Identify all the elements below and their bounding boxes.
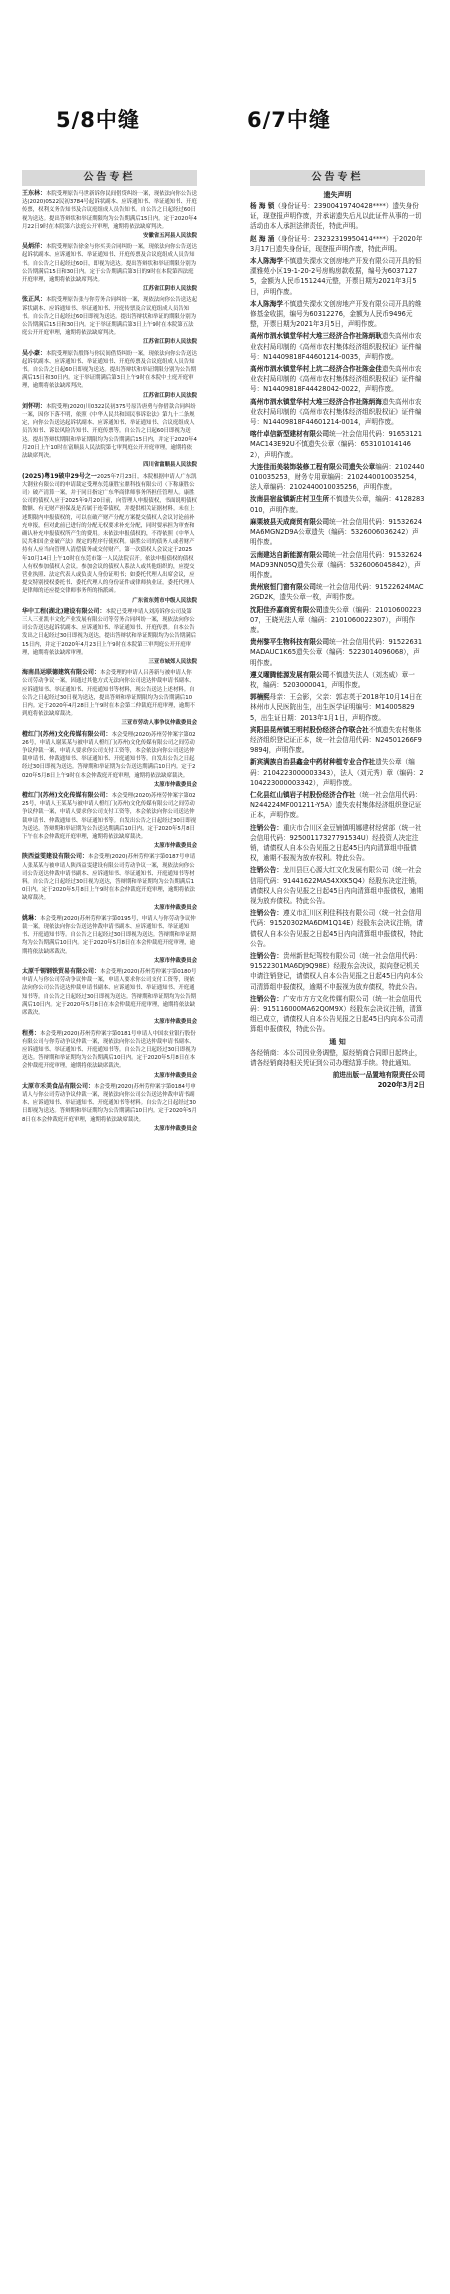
notice-text: 本院受理原告殷锋与你民间借贷纠纷一案，现依法向你公告送达起诉状副本、应诉通知书、举证通知书、开庭传票及合议庭组成人员告知书。自公告之日起60日即视为送达。提出答辩状和举证期限分别为公告期满后15日和30日内。定于举证期满后第3日上午9时在本院中土庭开庭审理，逾期将依法缺席判决。 (22, 350, 197, 390)
entry-name: 本人陈海学 (250, 257, 283, 266)
notice-text: 本会受理(2020)苏州劳仲案字第0180号申请人与你公司劳动争议仲裁一案，申请人要求你公司支付工资等，现依法向你公司公告送达仲裁申请书副本、应诉通知书、举证通知书、开庭通知书等。自公告之日起经过30日即视为送达。答辩期和举证期均为公告期满后10日内。定于2020年5月8日在本会仲裁庭开庭审理，逾期将依法缺席裁决。 (22, 969, 197, 1017)
notice-addressee: 吴炳洋： (22, 243, 47, 251)
notice-addressee: 姚琳： (22, 914, 41, 922)
notice-issuer: 三亚市劳动人事争议仲裁委员会 (121, 720, 197, 727)
notice-text: 本会受理(2020)苏州劳仲案字第0226号，申请人谢某某与被申请人橙红门(苏州)文化传媒有限公司之间劳动争议仲裁一案，申请人要求你公司支付工资等，本会依法向你公司送达仲裁申请书、仲裁通知书、举证通知书、开庭通知书等。自发出公告之日起经过30日即视为送达。答辩期和举证期为公告送达期满后10日内。定于2020年5月8日上午9时在本会仲裁庭开庭审理，逾期将依法缺席裁决。 (22, 731, 196, 779)
right-notice-column (250, 170, 425, 2230)
court-notice (22, 403, 197, 470)
lost-notice-entry (250, 994, 425, 1035)
lost-notice-entry (250, 865, 425, 906)
notice-addressee: 太原市禾美食品有限公司： (22, 1082, 95, 1090)
notice-issuer: 四川省富顺县人民法院 (143, 462, 197, 469)
entry-text: 不慎遗失公章，编码：4128283010，声明作废。 (250, 495, 425, 514)
notice-addressee: 橙红门(苏州)文化传媒有限公司： (22, 730, 112, 738)
lost-notice-entry (250, 550, 425, 581)
lost-notice-entry (250, 823, 425, 864)
notice-issuer: 太原市仲裁委员会 (153, 957, 197, 964)
notice-text: 本会受理(2020)苏州劳仲案字第0225号，申请人王某某与被申请人橙红门(苏州)文化传媒有限公司之间劳动争议仲裁一案，申请人要求你公司支付工资等，本会依法向你公司送达仲裁申请书、仲裁通知书、举证通知书等。自发出公告之日起经过30日即视为送达。答辩期和举证期为公告送达期满后10日内。定于2020年5月8日下午在本会仲裁庭开庭审理，逾期将依法缺席裁决。 (22, 793, 196, 841)
entry-name: 高州市泗水镇堂华村大堆三经济合作社陈炳海 (250, 397, 382, 406)
entry-text: 遗失高州市农业农村局印制的《高州市农村集体经济组织股权证》证件编号：N14409818F44601214-0035，声明作废。 (250, 332, 422, 361)
left-column-header: 公告专栏 (22, 170, 197, 186)
notice-text: 本会受理(2020)苏州劳仲案字第0181号申请人中国农业银行股份有限公司与你劳动争议仲裁一案，现依法向你公告送达仲裁申请书副本、应诉通知书、举证通知书、开庭通知书等。自公告之日起经过30日即视为送达。答辩期和举证期均为公告期满后10日内。定于2020年5月8日在本会仲裁庭开庭审理，逾期将依法缺席裁决。 (22, 1030, 196, 1070)
lost-notice-entry (250, 637, 425, 668)
lost-notice-entry (250, 517, 425, 548)
entry-name: 宾阳县昆州镇王明村股份经济合作联合社 (250, 725, 369, 734)
notice-text: 本会受理(2020)苏州劳仲案字第0195号，申请人与你劳动争议仲裁一案，现依法向你公告送达仲裁申请书副本、应诉通知书、举证通知书、开庭通知书等。自公告之日起经过30日即视为送达。答辩期和举证期均为公告期满后10日内。定于2020年5月8日在本会仲裁庭开庭审理，逾期将依法缺席裁决。 (22, 915, 196, 955)
court-notice (22, 792, 197, 850)
notice-issuer: 安徽省五河县人民法院 (143, 233, 197, 240)
notice-text: 本院受理(2020)川0322民初375号原告唐勇与你借款合同纠纷一案，因你下落不明，依照《中华人民共和国民事诉讼法》第九十二条规定，向你公告送达起诉状副本、应诉通知书、举证通知书、合议庭组成人员告知书、诉讼风险告知书、开庭传票等。自公告之日起60日即视为送达。提出答辩状期限和举证期限均为公告期满后15日内，并定于2020年4月20日上午10时在富顺县人民法院第七审判庭公开开庭审理，逾期将依法缺席判决。 (22, 403, 197, 460)
notice-issuer: 太原市仲裁委员会 (153, 1019, 197, 1026)
notice-text: 本会受理(2020)苏州劳仲案字第0184号申请人与你公司劳动争议仲裁一案，现依法向你公司公告送达仲裁申请书副本、应诉通知书、举证通知书、开庭通知书等材料。自公告之日起经过30日即视为送达。答辩期和举证期均为公告期满后10日内。定于2020年5月8日在本会仲裁庭开庭审理，逾期将依法缺席裁决。 (22, 1083, 197, 1123)
entry-name: 遵义曜腾能源发展有限公司 (250, 670, 330, 679)
page-label-left: 5/8中缝 (56, 108, 140, 132)
lost-notice-entry (250, 331, 425, 362)
notice-date: 2020年3月2日 (377, 1081, 425, 1090)
entry-text: 不慎遗失溧水文创房地产开发有限公司开具的恒溧雅苑小区19-1-20-2号房购房款收据，编号为60371275，金额为人民币151244元整，开票日期为2021年3月5日，声明作废。 (250, 257, 422, 296)
entry-name: 注销公告： (250, 823, 283, 832)
court-notice (22, 1083, 197, 1133)
notice-text: 本会受理(2020)苏州劳仲案字第0187号申请人张某某与被申请人陕西益雯建设有限公司劳动争议一案，现依法向你公司公告送达仲裁申请书副本、应诉通知书、举证通知书、开庭通知书等材料。自公告之日起经过30日视为送达，答辩期和举证期均为公告期满后10日内。定于2020年5月8日上午9时在本会仲裁庭开庭审理，逾期将依法缺席裁决。 (22, 854, 196, 902)
entry-name: 本人陈海学 (250, 299, 283, 308)
entry-name: 赵 海 涌 (250, 234, 275, 243)
entry-text: 遗失公章（编码：2104223000003343），法人（刘元秀）章（编码：2104223000003342），声明作废。 (250, 758, 424, 787)
lost-notice-entry (250, 397, 425, 428)
court-notice (22, 853, 197, 911)
entry-name: 郭楠熙 (250, 693, 270, 702)
lost-notice-entry (250, 725, 425, 756)
entry-name: 汝南县宿盆镇新庄村卫生所 (250, 495, 330, 504)
lost-notice-entry (250, 582, 425, 602)
lost-notice-entry (250, 256, 425, 297)
right-notices (250, 201, 425, 1035)
entry-name: 大连佳而美装饰装修工程有限公司遗失公章 (250, 462, 376, 471)
court-notice (22, 1030, 197, 1080)
entry-name: 贵州宸恒门窗有限公司 (250, 583, 316, 592)
entry-text: 编码：2102440010035253，财务专用章编码：2102440010035254，法人章编码：2102440010035256，声明作废。 (250, 462, 425, 492)
notice-issuer: 江苏省江阴市人民法院 (143, 286, 197, 293)
notice-text: 本院受理原告张与你劳务合同纠纷一案，现依法向你公告送达起诉状副本、应诉通知书、举证通知书、开庭传票及合议庭组成人员告知书。自公告之日起经过60日即视为送达。提出答辩状和举证的期限分别为公告期满后15日和30日内。定于举证期满后第3日上午9时在本院第五法庭公开开庭审理，逾期将依法缺席判决。 (22, 297, 197, 337)
entry-text: 不慎遗失溧水文创房地产开发有限公司开具的维修基金收据，编号为60312276，金额为人民币9496元整，开票日期为2021年3月5日，声明作废。 (250, 299, 422, 329)
entry-name: 喀什卓信新型建材有限公司 (250, 430, 330, 439)
notice-addressee: 张正风： (22, 296, 47, 304)
entry-name: 注销公告： (250, 909, 283, 918)
entry-text: （身份证号：23232319950414****）于2020年3月17日遗失身份证，现登报声明作废，特此声明。 (250, 234, 423, 253)
entry-name: 麻栗坡县天成商贸有限公司 (250, 517, 330, 526)
court-notice (22, 296, 197, 346)
entry-text: 统一社会信用代码：91532624MAD93NN05Q遗失公章（编码：5326006045842），声明作废。 (250, 550, 423, 579)
notice-issuer: 太原市仲裁委员会 (153, 781, 197, 788)
notice-issuer: 太原市仲裁委员会 (153, 1072, 197, 1079)
court-notice (22, 731, 197, 789)
notice-addressee: 华中工程(湖北)建设有限公司： (22, 607, 106, 615)
entry-text: （统一社会信用代码：N244224MF001211-Y5A）遗失农村集体经济组织登记证正本，声明作废。 (250, 790, 422, 820)
entry-name: 沈阳佳乔嘉商贸有限公司 (250, 605, 323, 614)
lost-notice-entry (250, 670, 425, 690)
lost-notice-entry (250, 462, 425, 493)
entry-name: 杨 海 锁 (250, 202, 275, 210)
notice-text: 本院受理原告马世新诉你民间借贷纠纷一案，现依法向你公告送达(2020)0522民初3784号起诉状副本、应诉通知书、举证通知书、开庭传票，权利义务告知书及合议庭组成人员告知书。自公告之日起经过60日视为送达。提出答辩状和举证期限均为公告期满后15日内。定于2020年4月22日9时在本院第六法庭公开审理，逾期将依法缺席判决。 (22, 191, 197, 230)
notice-addressee: (2025)粤19破申29号之一 (22, 472, 97, 480)
entry-text: 统一社会信用代码：91532624MA6MGN2D9A公章遗失（编码：5326006036242）声明作废。 (250, 517, 423, 547)
court-notice (22, 915, 197, 965)
entry-text: 遗失高州市农业农村局印制的《高州市农村集体经济组织股权证》证件编号：N14409818F44428042-0022，声明作废。 (250, 365, 422, 394)
lost-notice-entry (250, 692, 425, 723)
court-notice (22, 243, 197, 293)
lost-notice-entry (250, 364, 425, 395)
lost-notice-entry (250, 790, 425, 821)
notice-issuer: 江苏省江阴市人民法院 (143, 339, 197, 346)
lost-notice-entry (250, 234, 425, 254)
entry-text: 贵州新世纪驾校有限公司（统一社会信用代码：91522301MA6DJ9Q98E）经股东会决议，拟向登记机关申请注销登记，请债权人自本公告见报之日起45日内向本公司清算组申报债权，逾期不申报视为放弃债权，特此公告。 (250, 952, 424, 991)
lost-notice-entry (250, 494, 425, 514)
notice-addressee: 刘怀明： (22, 402, 47, 410)
court-notice (22, 350, 197, 400)
notice-issuer: 太原市仲裁委员会 (153, 904, 197, 911)
notice-issuer: 太原市仲裁委员会 (153, 843, 197, 850)
entry-text: 统一社会信用代码：91653121MAC143E92U不慎遗失公章（编码：6531010141462），声明作废。 (250, 430, 423, 459)
court-notice (22, 669, 197, 727)
entry-text: 遗失高州市农业农村局印制的《高州市农村集体经济组织股权证》证件编号：N14409818F44601214-0014，声明作废。 (250, 397, 422, 427)
entry-name: 贵州黎平生物科技有限公司 (250, 638, 330, 647)
notice-text: 本院已受理申请人刘涛诉你公司及第三人三亚凯丰文化产业发展有限公司等劳务合同纠纷一案，现依法向你公司公告送达起诉状副本、应诉通知书、举证通知书、开庭传票。自本公告发出之日起经过30日即视为送达，提出答辩状和举证期限均为公告期满后15日内，并定于2020年4月23日上午9时在本院第三审判庭公开开庭审理，逾期将依法缺席审理。 (22, 608, 196, 656)
entry-text: 不慎遗失法人（刘杰威）章一枚，编码：5203000041，声明作废。 (250, 670, 415, 689)
lost-notice-entry (250, 757, 425, 788)
notice-text: 2025年7月23日，本院根据申请人广东凯大钢业有限公司的申请裁定受理东莞康胜宝鼎科技有限公司（下称康胜公司）破产清算一案，并于同日指定广东华商律师事务所担任管理人。康胜公司的债权人应于2025年9月20日前，向管理人申报债权，书面说明债权数额、有无财产担保及是否属于连带债权，并提供相关证据材料。未在上述期限内申报债权的，可以在破产财产分配方案提交债权人会议讨论前补充申报，但对此前已进行的分配无权要求补充分配，同时要承担为审查和确认补充申报债权所产生的费用。未依法申报债权的，不得依照《中华人民共和国企业破产法》规定的程序行使权利。康胜公司的债务人或者财产持有人应当向管理人清偿债务或交付财产。第一次债权人会议定于2025年10月14日上午10时在东莞市第一人民法院召开。依法申报债权的债权人有权参加债权人会议。参加会议的债权人系法人或其他组织的，应提交营业执照、法定代表人或负责人身份证明书；如委托代理人出席会议，应提交特别授权委托书、委托代理人的身份证件或律师执业证，委托代理人是律师的还应提交律师事务所的指派函。 (22, 473, 197, 595)
entry-name: 云南建达自新能源有限公司 (250, 550, 330, 559)
notice-body: 各经销商：本公司因业务调整，原经销商合同即日起终止，请各经销商持相关凭证到公司办理结算手续。特此通知。 (250, 1048, 422, 1067)
entry-name: 注销公告： (250, 866, 283, 875)
lost-notice-entry (250, 201, 425, 232)
entry-name: 高州市泗水镇堂华村上坑二经济合作社陈金佳 (250, 365, 382, 374)
entry-name: 高州市泗水镇堂华村大堆三经济合作社陈炳耿 (250, 332, 382, 341)
entry-text: 统一社会信用代码：91522631MADAUC1K65遗失公章（编码：5223014096068），声明作废。 (250, 638, 423, 667)
entry-text: 重庆市合川区金豆铺镇明娜建材经营部（统一社会信用代码：92500117327791534U）经投资人决定注销，请债权人自本公告见报之日起45日内向清算组申报债权，逾期不报视为放弃权利。特此公告。 (250, 823, 422, 863)
entry-name: 新宾满族自治县鑫金中药材种植专业合作社 (250, 758, 376, 767)
notice-addressee: 海南昌运联德建筑有限公司： (22, 669, 101, 677)
lost-notice-entry (250, 429, 425, 460)
notice-issuer: 太原市仲裁委员会 (153, 1125, 197, 1132)
entry-name: 注销公告： (250, 994, 283, 1003)
entry-text: 遵义市汇川区利佳科技有限公司（统一社会信用代码：91520302MA6DM1Q14E）经股东会决议注销，请债权人自本公告见报之日起45日内向清算组申报债权，特此公告。 (250, 909, 424, 948)
notice-issuer: 三亚市城郊人民法院 (148, 658, 197, 665)
entry-text: 不慎遗失农村集体经济组织登记证正本，统一社会信用代码：N24501266F99894J，声明作废。 (250, 725, 422, 755)
notice-company: 前进出版一品置地有限责任公司 (332, 1071, 425, 1080)
left-notice-column (22, 170, 197, 2230)
court-notice (22, 473, 197, 605)
right-column-header: 公告专栏 (250, 170, 425, 186)
entry-text: 龙川县巨心源大红文化发展有限公司（统一社会信用代码：91441622MA54XXK5Q4）经股东决定注销，请债权人自公告见报之日起45日内向清算组申报债权，逾期视为放弃债权。特此公告。 (250, 866, 424, 905)
notice-addressee: 太原千锡钢铁贸易有限公司： (22, 968, 101, 976)
notice-addressee: 王东林： (22, 190, 47, 197)
court-notice (22, 608, 197, 666)
notice-issuer: 江苏省江阴市人民法院 (143, 392, 197, 399)
entry-name: 仁化县红山镇岩子村股份经济合作社 (250, 790, 356, 799)
notice-addressee: 吴小豪： (22, 349, 47, 357)
lost-notice-entry (250, 605, 425, 636)
page-label-right: 6/7中缝 (247, 108, 331, 132)
notice-addressee: 陕西益雯建设有限公司： (22, 853, 89, 861)
entry-text: 广安市方方文化传媒有限公司（统一社会信用代码：915116000MA62Q0M9X）经股东会决议注销，清算组已成立，请债权人自本公告见报之日起45日内向本公司清算组申报债权，特此公告。 (250, 994, 424, 1034)
lost-notice-entry (250, 951, 425, 992)
court-notice (22, 968, 197, 1026)
court-notice (22, 190, 197, 240)
notice-addressee: 橙红门(苏州)文化传媒有限公司： (22, 792, 112, 800)
entry-text: 母亲：王会影，父亲：郭志英于2018年10月14日在林州市人民医院出生，出生医学证明编号：M140058295，出生证日期：2013年1月1日，声明作废。 (250, 693, 423, 722)
lost-notice-entry (250, 908, 425, 949)
entry-text: 统一社会信用代码：91522624MAC2GD2K，遗失公章一枚，声明作废。 (250, 583, 424, 602)
entry-name: 注销公告： (250, 952, 283, 961)
entry-text: 遗失公章（编码：2101060022307，王晓光法人章（编码：2101060022307），声明作废。 (250, 605, 422, 634)
notice-text: 本院受理原告徐金与你买卖合同纠纷一案，现依法向你公告送达起诉状副本、应诉通知书、举证通知书、开庭传票及合议庭组成人员告知书。自公告之日起经过60日，即视为送达。提出答辩状和举证期限分别为公告期满后15日和30日内。定于公告期满后第3日的9时在本院第四法庭开庭审理，逾期将依法缺席判决。 (22, 244, 197, 284)
notice-addressee: 程勇： (22, 1029, 41, 1037)
notice-issuer: 广东省东莞市中级人民法院 (132, 597, 197, 604)
left-notices (22, 190, 197, 1133)
lost-notice-title: 遗失声明 (323, 191, 352, 199)
lost-notice-entry (250, 299, 425, 330)
entry-text: （身份证号：23900419740428****）遗失身份证，现登报声明作废，并承诺遗失后凡以此证件从事的一切活动由本人承担法律责任，特此声明。 (250, 202, 422, 231)
notice-title: 通 知 (329, 1037, 346, 1046)
notice-text: 本会受理的申请人吕善新与被申请人你公司劳动争议一案，因通过其他方式无法向你公司送达仲裁申请书副本、应诉通知书、举证通知书、开庭通知书等材料，现公告送达上述材料。自公告之日起经过30日视为送达，提出答辩和举证期限均为公告期满后10日内。定于2020年4月28日上午9时在本会第二仲裁庭开庭审理，逾期不到庭将依法缺席裁决。 (22, 670, 195, 718)
